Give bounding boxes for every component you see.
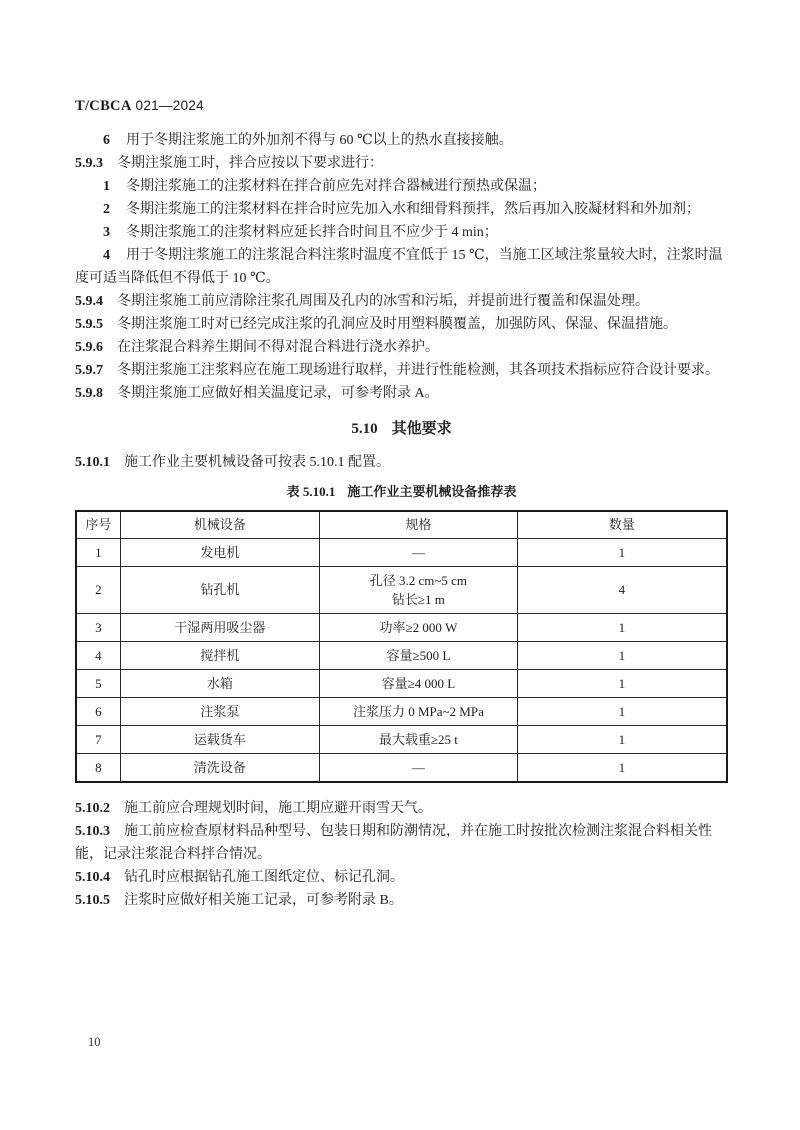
cell-equipment: 搅拌机 bbox=[120, 642, 319, 670]
cell-spec: — bbox=[319, 754, 517, 783]
clause-text: 施工前应合理规划时间，施工期应避开雨雪天气。 bbox=[124, 801, 432, 816]
clause-text: 冬期注浆施工应做好相关温度记录，可参考附录 A。 bbox=[117, 386, 439, 401]
clause-5-9-7 bbox=[75, 359, 728, 382]
cell-serial: 7 bbox=[76, 726, 120, 754]
clause-text: 冬期注浆施工时对已经完成注浆的孔洞应及时用塑料膜覆盖，加强防风、保湿、保温措施。 bbox=[117, 317, 677, 332]
clause-number: 5.9.6 bbox=[75, 340, 103, 355]
cell-spec: 最大载重≥25 t bbox=[319, 726, 517, 754]
item-text: 用于冬期注浆施工的外加剂不得与 60 ℃以上的热水直接接触。 bbox=[126, 133, 513, 148]
table-caption-number: 表 5.10.1 bbox=[286, 484, 336, 499]
clause-5-10-4 bbox=[75, 866, 728, 889]
table-caption-title: 施工作业主要机械设备推荐表 bbox=[347, 484, 517, 499]
cell-equipment: 钻孔机 bbox=[120, 567, 319, 614]
clause-5-9-4 bbox=[75, 290, 728, 313]
clause-text: 施工前应检查原材料品种型号、包装日期和防潮情况，并在施工时按批次检测注浆混合料相关性能，记录注浆混合料拌合情况。 bbox=[75, 824, 712, 862]
table-row bbox=[76, 726, 727, 754]
closing-clauses bbox=[75, 797, 728, 912]
standard-year: 021—2024 bbox=[135, 98, 204, 113]
cell-serial: 2 bbox=[76, 567, 120, 614]
table-row bbox=[76, 642, 727, 670]
clause-5-10-3 bbox=[75, 820, 728, 866]
clause-5-9-8 bbox=[75, 382, 728, 405]
cell-quantity: 1 bbox=[517, 726, 727, 754]
item-number: 3 bbox=[103, 225, 110, 240]
cell-spec: 孔径 3.2 cm~5 cm 钻长≥1 m bbox=[319, 567, 517, 614]
clause-number: 5.10.1 bbox=[75, 455, 110, 470]
table-row bbox=[76, 567, 727, 614]
cell-quantity: 1 bbox=[517, 539, 727, 567]
item-number: 6 bbox=[103, 133, 110, 148]
clause-number: 5.10.4 bbox=[75, 870, 110, 885]
cell-equipment: 发电机 bbox=[120, 539, 319, 567]
clause-number: 5.9.4 bbox=[75, 294, 103, 309]
clause-number: 5.10.5 bbox=[75, 893, 110, 908]
table-row bbox=[76, 754, 727, 783]
equipment-table bbox=[75, 510, 728, 783]
cell-quantity: 1 bbox=[517, 614, 727, 642]
clause-text: 冬期注浆施工注浆料应在施工现场进行取样，并进行性能检测，其各项技术指标应符合设计要求。 bbox=[117, 363, 719, 378]
section-heading-5-10 bbox=[75, 417, 728, 441]
table-row bbox=[76, 539, 727, 567]
clause-text: 在注浆混合料养生期间不得对混合料进行浇水养护。 bbox=[117, 340, 439, 355]
clause-number: 5.10.2 bbox=[75, 801, 110, 816]
cell-serial: 3 bbox=[76, 614, 120, 642]
clause-item-6 bbox=[75, 129, 728, 152]
cell-spec: — bbox=[319, 539, 517, 567]
section-title: 其他要求 bbox=[391, 420, 452, 437]
item-number: 2 bbox=[103, 202, 110, 217]
cell-equipment: 运载货车 bbox=[120, 726, 319, 754]
clause-5-9-6 bbox=[75, 336, 728, 359]
header-equipment: 机械设备 bbox=[120, 511, 319, 539]
clause-5-9-3 bbox=[75, 152, 728, 175]
clause-5-10-1 bbox=[75, 451, 728, 474]
clause-text: 注浆时应做好相关施工记录，可参考附录 B。 bbox=[124, 893, 403, 908]
cell-spec: 容量≥500 L bbox=[319, 642, 517, 670]
table-caption bbox=[75, 482, 728, 502]
clause-number: 5.9.5 bbox=[75, 317, 103, 332]
cell-quantity: 1 bbox=[517, 754, 727, 783]
cell-spec: 注浆压力 0 MPa~2 MPa bbox=[319, 698, 517, 726]
cell-equipment: 注浆泵 bbox=[120, 698, 319, 726]
clause-item-2 bbox=[75, 198, 728, 221]
cell-serial: 5 bbox=[76, 670, 120, 698]
section-number: 5.10 bbox=[351, 421, 378, 437]
cell-serial: 6 bbox=[76, 698, 120, 726]
table-row bbox=[76, 698, 727, 726]
clause-5-10-5 bbox=[75, 889, 728, 912]
item-text: 冬期注浆施工的注浆材料在拌合时应先加入水和细骨料预拌，然后再加入胶凝材料和外加剂； bbox=[126, 202, 700, 217]
header-quantity: 数量 bbox=[517, 511, 727, 539]
cell-quantity: 1 bbox=[517, 670, 727, 698]
cell-equipment: 干湿两用吸尘器 bbox=[120, 614, 319, 642]
clause-number: 5.9.7 bbox=[75, 363, 103, 378]
cell-equipment: 水箱 bbox=[120, 670, 319, 698]
clause-number: 5.9.8 bbox=[75, 386, 103, 401]
table-header-row bbox=[76, 511, 727, 539]
standard-code: T/CBCA bbox=[75, 98, 132, 114]
clause-text: 冬期注浆施工前应清除注浆孔周围及孔内的冰雪和污垢，并提前进行覆盖和保温处理。 bbox=[117, 294, 649, 309]
clause-5-9-5 bbox=[75, 313, 728, 336]
cell-serial: 1 bbox=[76, 539, 120, 567]
cell-quantity: 1 bbox=[517, 642, 727, 670]
item-text: 用于冬期注浆施工的注浆混合料注浆时温度不宜低于 15 ℃，当施工区域注浆量较大时，注浆时温度可适当降低但不得低于 10 ℃。 bbox=[75, 248, 723, 286]
clause-text: 钻孔时应根据钻孔施工图纸定位、标记孔洞。 bbox=[124, 870, 404, 885]
clause-item-4 bbox=[75, 244, 728, 290]
clause-5-10-2 bbox=[75, 797, 728, 820]
cell-serial: 8 bbox=[76, 754, 120, 783]
item-number: 4 bbox=[103, 248, 110, 263]
cell-spec: 功率≥2 000 W bbox=[319, 614, 517, 642]
cell-quantity: 1 bbox=[517, 698, 727, 726]
cell-quantity: 4 bbox=[517, 567, 727, 614]
header-serial: 序号 bbox=[76, 511, 120, 539]
standard-number-header bbox=[75, 98, 728, 115]
cell-spec: 容量≥4 000 L bbox=[319, 670, 517, 698]
item-text: 冬期注浆施工的注浆材料应延长拌合时间且不应少于 4 min； bbox=[126, 225, 498, 240]
clause-item-3 bbox=[75, 221, 728, 244]
clause-text: 冬期注浆施工时，拌合应按以下要求进行： bbox=[117, 156, 383, 171]
clause-text: 施工作业主要机械设备可按表 5.10.1 配置。 bbox=[124, 455, 390, 470]
header-spec: 规格 bbox=[319, 511, 517, 539]
clause-number: 5.10.3 bbox=[75, 824, 110, 839]
table-row bbox=[76, 670, 727, 698]
cell-equipment: 清洗设备 bbox=[120, 754, 319, 783]
table-row bbox=[76, 614, 727, 642]
body-text bbox=[75, 129, 728, 912]
page-number: 10 bbox=[88, 1035, 101, 1049]
clause-item-1 bbox=[75, 175, 728, 198]
cell-serial: 4 bbox=[76, 642, 120, 670]
item-number: 1 bbox=[103, 179, 110, 194]
clause-number: 5.9.3 bbox=[75, 156, 103, 171]
item-text: 冬期注浆施工的注浆材料在拌合前应先对拌合器械进行预热或保温； bbox=[126, 179, 546, 194]
